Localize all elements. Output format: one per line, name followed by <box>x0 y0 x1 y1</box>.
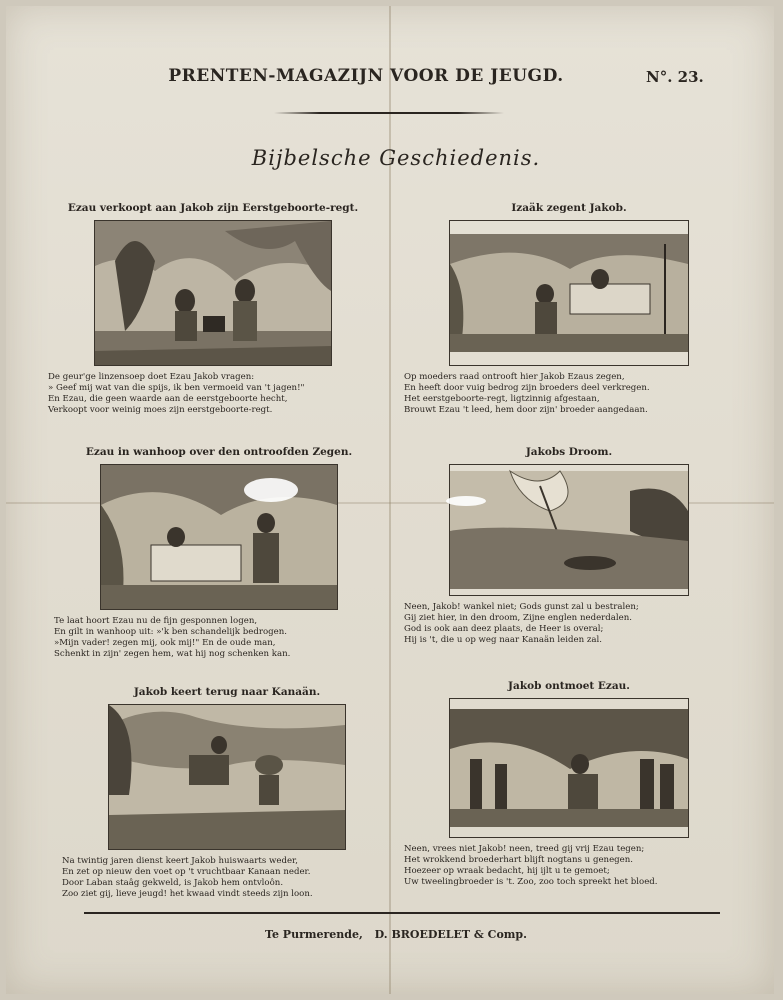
verse-line: En zet op nieuw den voet op 't vruchtbaar Kanaan neder. <box>62 867 311 877</box>
imprint-place: Te Purmerende, <box>265 928 363 941</box>
woodcut-illustration <box>108 704 346 850</box>
verse-line: De geur'ge linzensoep doet Ezau Jakob vragen: <box>48 372 255 382</box>
verse <box>404 372 734 416</box>
verse <box>62 856 392 900</box>
verse-line: Verkoopt voor weinig moes zijn eerstgeboorte-regt. <box>48 405 273 415</box>
paper-tear <box>244 478 298 502</box>
verse-line: »Mijn vader! zegen mij, ook mij!" En de oude man, <box>54 638 276 648</box>
panel-izaak-zegent <box>404 202 734 416</box>
verse <box>404 602 734 646</box>
sheet-number: N°. 23. <box>646 68 704 86</box>
verse-line: Op moeders raad ontrooft hier Jakob Ezaus zegen, <box>404 372 625 382</box>
verse <box>48 372 378 416</box>
verse-line: Het eerstgeboorte-regt, ligtzinnig afgestaan, <box>404 394 600 404</box>
verse-line: Hij is 't, die u op weg naar Kanaän leiden zal. <box>404 635 603 645</box>
panel-jakob-keert-terug <box>62 686 392 900</box>
woodcut-illustration <box>449 698 689 838</box>
verse-line: En gilt in wanhoop uit: »'k ben schandelijk bedrogen. <box>54 627 287 637</box>
panel-title: Jakob ontmoet Ezau. <box>508 680 630 692</box>
panel-title: Jakob keert terug naar Kanaän. <box>133 686 321 698</box>
verse-line: Schenkt in zijn' zegen hem, wat hij nog schenken kan. <box>54 649 291 659</box>
verse-line: Gij ziet hier, in den droom, Zijne englen nederdalen. <box>404 613 632 623</box>
woodcut-illustration <box>449 220 689 366</box>
panel-title: Jakobs Droom. <box>525 446 613 458</box>
title-rule <box>274 112 504 114</box>
panel-jakobs-droom <box>404 446 734 646</box>
verse-line: » Geef mij wat van die spijs, ik ben vermoeid van 't jagen!" <box>48 383 305 393</box>
verse-line: Neen, vrees niet Jakob! neen, treed gij vrij Ezau tegen; <box>404 844 645 854</box>
verse <box>404 844 734 888</box>
woodcut-illustration <box>94 220 332 366</box>
imprint <box>126 928 666 941</box>
verse-line: En heeft door vuig bedrog zijn broeders deel verkregen. <box>404 383 650 393</box>
verse-line: Het wrokkend broederhart blijft nogtans u genegen. <box>404 855 634 865</box>
verse-line: Door Laban staâg gekweld, is Jakob hem ontvloôn. <box>62 878 284 888</box>
verse-line: Uw tweelingbroeder is 't. Zoo, zoo toch spreekt het bloed. <box>404 877 658 887</box>
verse-line: Na twintig jaren dienst keert Jakob huiswaarts weder, <box>62 856 298 866</box>
verse-line: Brouwt Ezau 't leed, hem door zijn' broeder aangedaan. <box>404 405 648 415</box>
paper-tear <box>446 496 486 506</box>
verse-line: Te laat hoort Ezau nu de fijn gesponnen logen, <box>54 616 258 626</box>
verse-line: Zoo ziet gij, lieve jeugd! het kwaad vindt steeds zijn loon. <box>62 889 313 899</box>
broadsheet-page <box>6 6 774 994</box>
panel-jakob-ontmoet-ezau <box>404 680 734 888</box>
panel-title: Ezau in wanhoop over den ontroofden Zegen. <box>85 446 353 458</box>
verse-line: Neen, Jakob! wankel niet; Gods gunst zal u bestralen; <box>404 602 639 612</box>
footer-rule <box>84 912 720 914</box>
verse-line: Hoezeer op wraak bedacht, hij ijlt u te gemoet; <box>404 866 610 876</box>
panel-title: Izaäk zegent Jakob. <box>511 202 627 214</box>
panel-title: Ezau verkoopt aan Jakob zijn Eerstgeboorte-regt. <box>67 202 359 214</box>
verse-line: God is ook aan deez plaats, de Heer is overal; <box>404 624 604 634</box>
page-title: PRENTEN-MAGAZIJN VOOR DE JEUGD. <box>168 66 564 86</box>
verse-line: En Ezau, die geen waarde aan de eerstgeboorte hecht, <box>48 394 288 404</box>
woodcut-illustration <box>100 464 338 610</box>
panel-ezau-wanhoop <box>54 446 384 660</box>
verse <box>54 616 384 660</box>
woodcut-illustration <box>449 464 689 596</box>
page-subtitle: Bijbelsche Geschiedenis. <box>251 146 541 170</box>
imprint-publisher: D. BROEDELET & Comp. <box>374 928 527 941</box>
panel-ezau-verkoopt <box>48 202 378 416</box>
